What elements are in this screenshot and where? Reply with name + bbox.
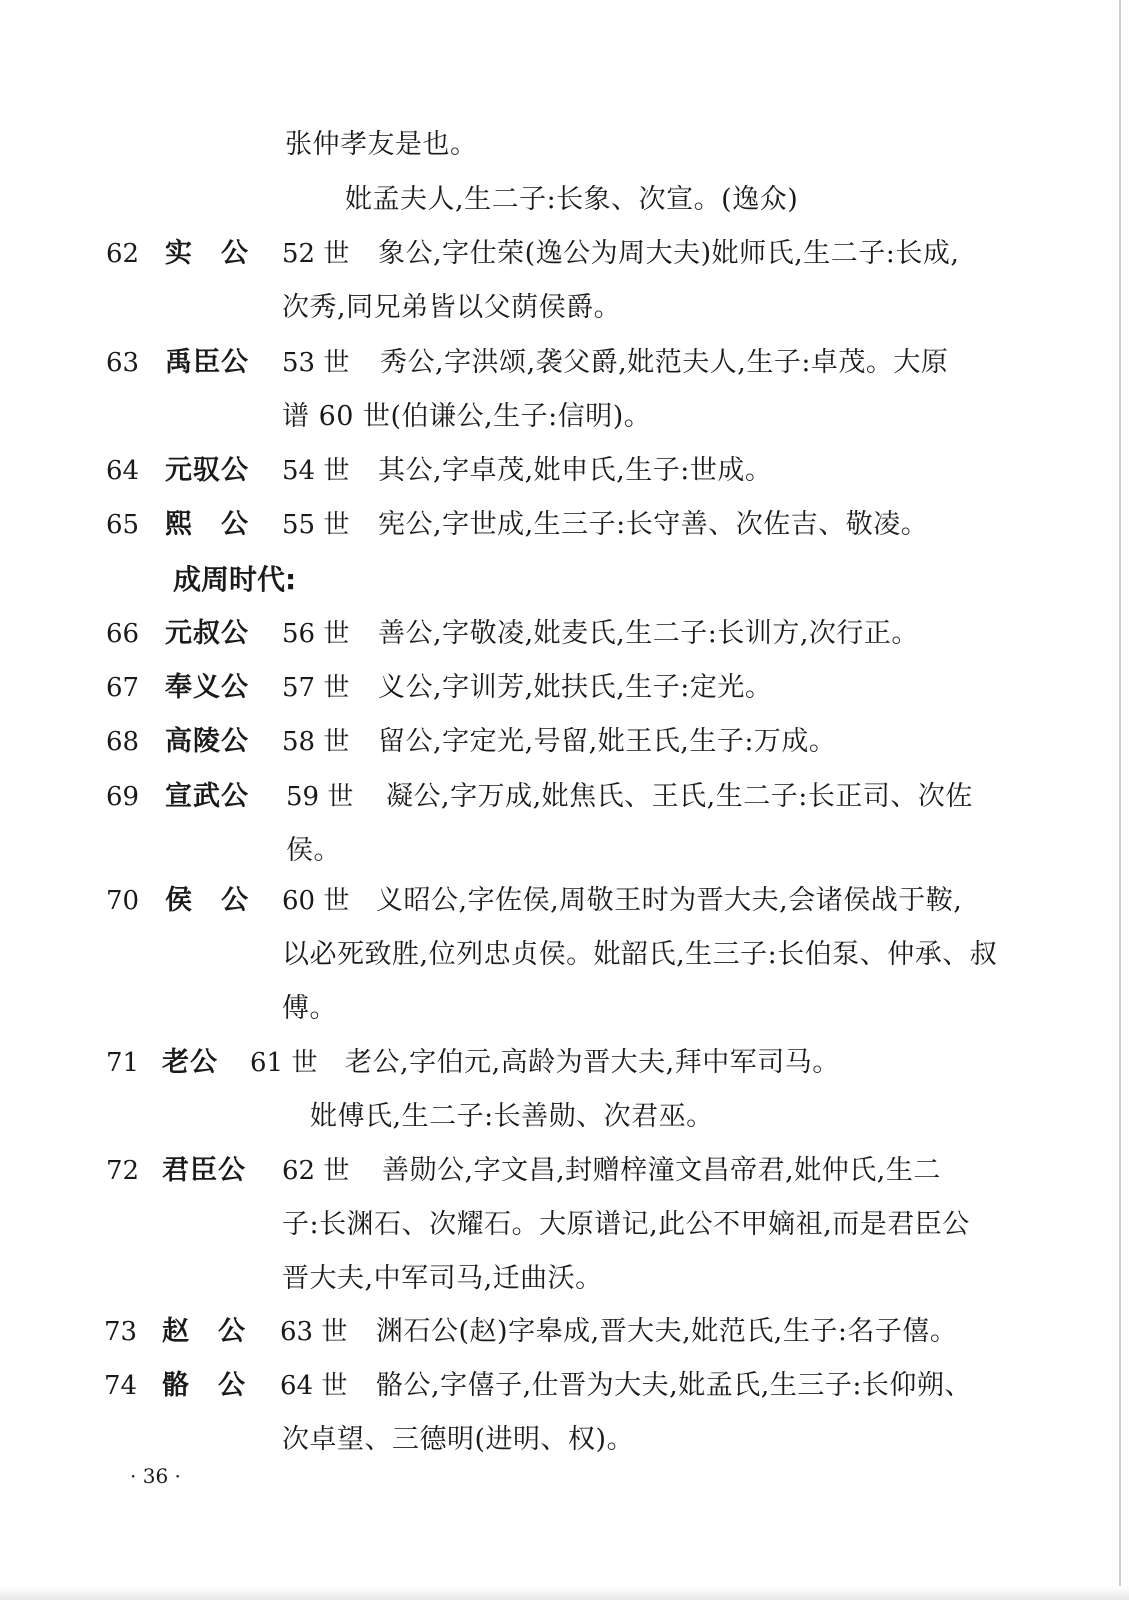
entry-name: 老公 [162, 1047, 218, 1078]
entry-name: 熙 公 [165, 509, 249, 540]
entry-number: 74 [104, 1371, 138, 1401]
entry-generation: 52 世 [282, 239, 350, 269]
entry-generation: 58 世 [282, 727, 350, 757]
entry-name: 骼 公 [162, 1370, 246, 1401]
entry-generation: 53 世 [282, 348, 350, 378]
entry-number: 68 [106, 727, 140, 757]
entry-text: 其公,字卓茂,妣申氏,生子:世成。 [378, 455, 773, 486]
entry-text: 骼公,字僖子,仕晋为大夫,妣孟氏,生三子:长仰朔、 [376, 1370, 972, 1401]
entry-text: 宪公,字世成,生三子:长守善、次佐吉、敬凌。 [378, 509, 929, 540]
entry-name: 奉义公 [165, 672, 249, 703]
entry-generation: 62 世 [282, 1156, 350, 1186]
entry-number: 67 [106, 673, 140, 703]
entry-generation: 64 世 [280, 1371, 348, 1401]
entry-text: 善勋公,字文昌,封赠梓潼文昌帝君,妣仲氏,生二 [382, 1155, 941, 1186]
entry-name: 元叔公 [165, 618, 249, 649]
entry-name: 高陵公 [165, 726, 249, 757]
entry-name: 君臣公 [162, 1155, 246, 1186]
entry-text: 渊石公(赵)字皋成,晋大夫,妣范氏,生子:名子僖。 [376, 1316, 958, 1347]
entry-text: 老公,字伯元,高龄为晋大夫,拜中军司马。 [345, 1047, 840, 1078]
entry-text: 善公,字敬凌,妣麦氏,生二子:长训方,次行正。 [378, 618, 919, 649]
entry-text: 次秀,同兄弟皆以父荫侯爵。 [282, 292, 622, 323]
entry-generation: 61 世 [250, 1048, 318, 1078]
entry-text: 凝公,字万成,妣焦氏、王氏,生二子:长正司、次佐 [386, 781, 973, 812]
entry-text: 义公,字训芳,妣扶氏,生子:定光。 [378, 672, 773, 703]
entry-number: 70 [106, 886, 140, 916]
entry-name: 赵 公 [162, 1316, 246, 1347]
entry-name: 禹臣公 [165, 347, 249, 378]
entry-generation: 57 世 [282, 673, 350, 703]
entry-name: 实 公 [165, 238, 249, 269]
continuation-line: 张仲孝友是也。 [285, 129, 478, 160]
entry-text: 以必死致胜,位列忠贞侯。妣韶氏,生三子:长伯泵、仲承、叔 [282, 939, 998, 970]
section-heading: 成周时代: [173, 563, 297, 596]
entry-text: 侯。 [286, 835, 341, 866]
entry-generation: 56 世 [282, 619, 350, 649]
entry-number: 73 [104, 1317, 138, 1347]
entry-name: 宣武公 [165, 781, 249, 812]
entry-name: 侯 公 [165, 885, 249, 916]
continuation-line: 妣孟夫人,生二子:长象、次宣。(逸众) [345, 184, 799, 215]
entry-generation: 63 世 [280, 1317, 348, 1347]
entry-generation: 54 世 [282, 456, 350, 486]
entry-generation: 55 世 [282, 510, 350, 540]
entry-text: 晋大夫,中军司马,迁曲沃。 [282, 1263, 603, 1294]
scan-shadow [0, 1586, 1129, 1600]
page-number: · 36 · [130, 1464, 181, 1488]
entry-number: 64 [106, 456, 140, 486]
entry-number: 65 [106, 510, 140, 540]
entry-text: 傅。 [282, 993, 337, 1024]
scan-edge [1119, 0, 1121, 1600]
entry-name: 元驭公 [165, 455, 249, 486]
entry-number: 63 [106, 348, 140, 378]
entry-number: 69 [106, 782, 140, 812]
entry-text: 象公,字仕荣(逸公为周大夫)妣师氏,生二子:长成, [378, 238, 960, 269]
entry-generation: 59 世 [286, 782, 354, 812]
entry-text: 妣傅氏,生二子:长善勋、次君巫。 [310, 1101, 714, 1132]
entry-number: 62 [106, 239, 140, 269]
entry-number: 66 [106, 619, 140, 649]
entry-number: 71 [106, 1048, 140, 1078]
entry-text: 留公,字定光,号留,妣王氏,生子:万成。 [378, 726, 837, 757]
entry-text: 义昭公,字佐侯,周敬王时为晋大夫,会诸侯战于鞍, [376, 885, 963, 916]
entry-generation: 60 世 [282, 886, 350, 916]
entry-text: 秀公,字洪颂,袭父爵,妣范夫人,生子:卓茂。大原 [380, 347, 949, 378]
entry-text: 子:长渊石、次耀石。大原谱记,此公不甲嫡祖,而是君臣公 [282, 1209, 970, 1240]
entry-text: 次卓望、三德明(进明、权)。 [282, 1424, 635, 1455]
entry-number: 72 [106, 1156, 140, 1186]
entry-text: 谱 60 世(伯谦公,生子:信明)。 [282, 401, 652, 432]
